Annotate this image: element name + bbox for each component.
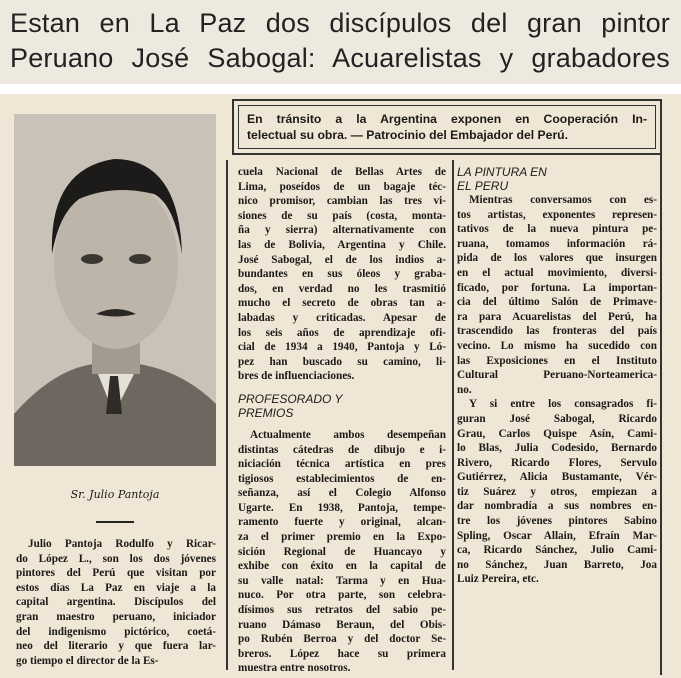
text-line: no.: [457, 383, 472, 396]
text-line: capital argentina. Discípulos del: [16, 596, 216, 609]
text-line: las de Bolivia, Argentina y Chile.: [238, 238, 446, 251]
text-line: Actualmente ambos desempeñan: [250, 428, 446, 441]
text-line: breros. López hace su primera: [238, 647, 446, 660]
headline-line-2: Peruano José Sabogal: Acuarelistas y grabadores: [10, 43, 670, 73]
text-line: Spling, Oscar Allain, Efraín Mar-: [457, 529, 657, 542]
text-line: Luiz Pereira, etc.: [457, 573, 539, 586]
text-line: tos artistas, exponentes represen-: [457, 208, 657, 221]
text-line: Lima, poseídos de un bagaje téc-: [238, 180, 446, 193]
text-line: muestra entre nosotros.: [238, 662, 351, 675]
text-line: Ugarte. En 1938, Pantoja, tempe-: [238, 501, 446, 514]
text-line: trascendido las fronteras del país: [457, 325, 657, 338]
text-line: siones de su país (costa, monta-: [238, 209, 446, 222]
text-line: lo Blas, Julia Codesido, Bernardo: [457, 442, 657, 455]
text-line: tigiosos establecimientos de en-: [238, 472, 446, 485]
text-line: bundantes en sus óleos y graba-: [238, 268, 446, 281]
text-line: no Sánchez, Juan Barreto, Joa: [457, 558, 657, 571]
text-line: ra para Acuarelistas del Perú, ha: [457, 310, 657, 323]
column-divider: [452, 160, 454, 670]
text-line: Grau, Carlos Quispe Asín, Cami-: [457, 427, 657, 440]
text-line: cial de 1934 a 1940, Pantoja y Ló-: [238, 341, 446, 354]
text-line: vecino. Lo mismo ha sucedido con: [457, 339, 657, 352]
section-subhead: EL PERU: [457, 179, 509, 193]
text-line: do López L., son los dos jóvenes: [16, 552, 216, 565]
text-line: guran José Sabogal, Ricardo: [457, 412, 657, 425]
text-line: tativos de la nueva pintura pe-: [457, 223, 657, 236]
text-line: za el primer premio en la Expo-: [238, 531, 446, 544]
column-divider: [660, 100, 662, 675]
text-line: ramento fuerte y original, alcan-: [238, 516, 446, 529]
caption-rule: [96, 521, 134, 523]
text-line: Julio Pantoja Rodulfo y Ricar-: [28, 538, 216, 550]
text-line: sición Regional de Huancayo y: [238, 545, 446, 558]
text-line: ña y sierra) alternativamente con: [238, 224, 446, 237]
text-line: mucho el secreto de obras tan a-: [238, 297, 446, 310]
article-deck: [232, 99, 662, 155]
text-line: ficado, por fortuna. La importan-: [457, 281, 657, 294]
text-line: ruano Dámaso Beraun, del Obis-: [238, 618, 446, 631]
text-line: José Sabogal, el de los indios a-: [238, 253, 446, 266]
text-line: distintas cátedras de dibujo e i-: [238, 443, 446, 456]
text-line: nuco. Por otra parte, son celebra-: [238, 589, 446, 602]
photo-caption: Sr. Julio Pantoja: [70, 488, 160, 501]
text-line: Mientras conversamos con es-: [469, 194, 657, 206]
text-line: gran maestro peruano, iniciador: [16, 610, 216, 623]
text-line: niciación técnica artística en pres: [238, 458, 446, 471]
text-line: pintores del Perú que visitan por: [16, 567, 216, 580]
text-line: Gutiérrez, Alicia Bustamante, Vér-: [457, 471, 657, 484]
text-line: pida de los valores que insurgen: [457, 252, 657, 265]
column-3: [457, 165, 657, 587]
text-line: tre los jóvenes pintores Sabino: [457, 515, 657, 528]
text-line: del indigenismo pictórico, coetá-: [16, 625, 216, 638]
text-line: ruana, tomamos información rá-: [457, 237, 657, 250]
text-line: su valle natal: Tarma y en Hua-: [238, 574, 446, 587]
text-line: po Rubén Berroa y del doctor Se-: [238, 633, 446, 646]
text-line: exhibe con éxito en la capital de: [238, 560, 446, 573]
text-line: tiz Suárez y otros, empiezan a: [457, 485, 657, 498]
section-subhead: PROFESORADO Y: [238, 391, 343, 406]
section-subhead: PREMIOS: [238, 405, 294, 420]
text-line: Rivero, Ricardo Flores, Servulo: [457, 456, 657, 469]
text-line: dos, en verdad no les trasmitió: [238, 282, 446, 295]
portrait-photo: [14, 114, 216, 466]
headline-band: [0, 0, 681, 84]
text-line: señanza, así el Colegio Alfonso: [238, 487, 446, 500]
text-line: los seis años de aprendizaje ofi-: [238, 326, 446, 339]
deck-line-2: telectual su obra. — Patrocinio del Embajador del Perú.: [247, 128, 569, 142]
text-line: estos días La Paz en viaje a la: [16, 581, 216, 594]
portrait-image: [14, 114, 216, 466]
column-2: [238, 165, 446, 676]
text-line: bres de influenciaciones.: [238, 370, 355, 383]
headline-line-1: Estan en La Paz dos discípulos del gran pintor: [10, 8, 670, 38]
text-line: dar nombradía a sus nombres en-: [457, 500, 657, 513]
column-divider: [226, 160, 228, 670]
text-line: las Exposiciones en el Instituto: [457, 354, 657, 367]
text-line: cuela Nacional de Bellas Artes de: [238, 166, 446, 178]
section-subhead: LA PINTURA EN: [457, 165, 547, 179]
text-line: nico promisor, cambian las tres vi-: [238, 195, 446, 208]
text-line: neo del literario y que fuera lar-: [16, 640, 216, 653]
column-1: [16, 537, 216, 668]
text-line: cia del último Salón de Primave-: [457, 296, 657, 309]
text-line: Y si entre los consagrados fi-: [469, 398, 657, 411]
text-line: labadas y criticadas. Apesar de: [238, 311, 446, 324]
text-line: en el actual movimiento, diversi-: [457, 266, 657, 279]
text-line: Cultural Peruano-Norteamerica-: [457, 369, 657, 382]
text-line: ca, Ricardo Sánchez, Julio Cami-: [457, 544, 657, 557]
deck-line-1: En tránsito a la Argentina exponen en Cooperación In-: [247, 112, 647, 126]
text-line: pez han buscado su camino, li-: [238, 355, 446, 368]
text-line: dísimos sus retratos del sabio pe-: [238, 604, 446, 617]
text-line: go tiempo el director de la Es-: [16, 654, 159, 667]
